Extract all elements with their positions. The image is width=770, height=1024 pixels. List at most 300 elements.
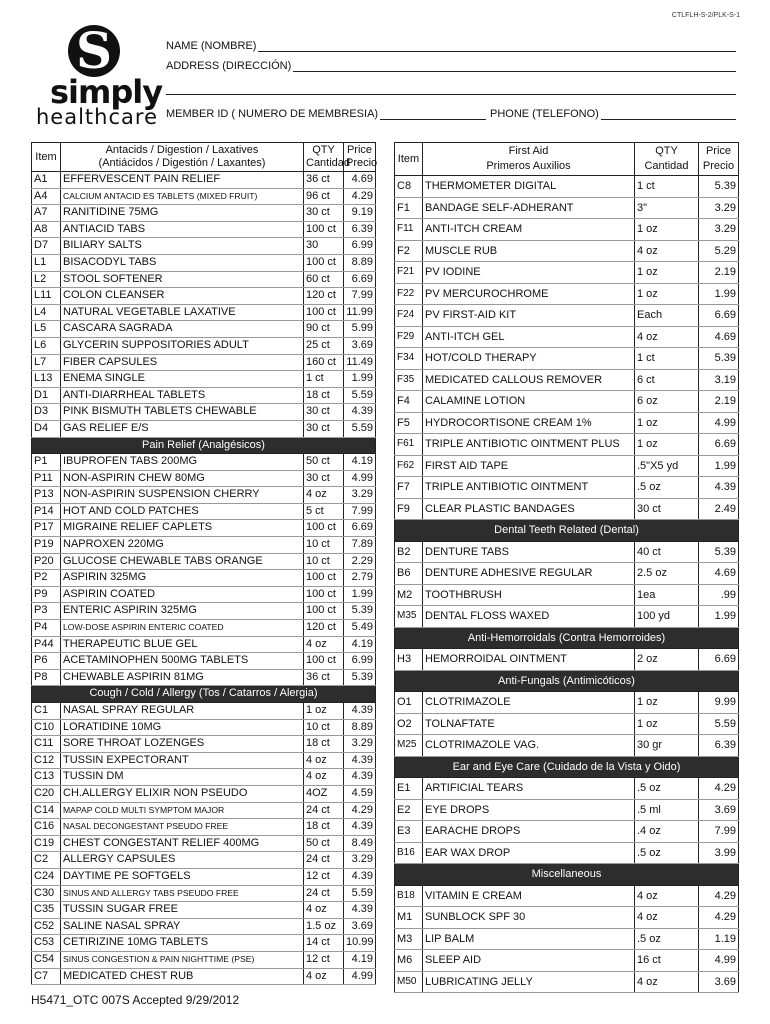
item-quantity: .5 oz (635, 477, 699, 499)
item-price: 11.49 (344, 354, 376, 371)
section-title: Pain Relief (Analgésicos) (32, 437, 376, 454)
item-quantity: .5 oz (635, 842, 699, 864)
table-row (395, 176, 739, 198)
name-field[interactable] (166, 40, 736, 52)
item-quantity: 25 ct (304, 337, 344, 354)
item-description: EYE DROPS (423, 799, 635, 821)
table-row (395, 348, 739, 370)
item-quantity: 1.5 oz (304, 918, 344, 935)
item-code: F62 (395, 455, 423, 477)
item-price: 4.39 (344, 769, 376, 786)
item-code: F61 (395, 434, 423, 456)
item-description: STOOL SOFTENER (61, 271, 304, 288)
table-row (32, 769, 376, 786)
item-code: P19 (32, 537, 61, 554)
item-price: 5.59 (344, 885, 376, 902)
item-code: B6 (395, 563, 423, 585)
item-price: 4.39 (344, 819, 376, 836)
item-quantity: 100 ct (304, 304, 344, 321)
header-price: Price (346, 144, 373, 156)
table-row (32, 387, 376, 404)
left-product-table (31, 142, 376, 985)
table-row (32, 337, 376, 354)
item-price: 5.59 (344, 420, 376, 437)
item-code: O1 (395, 692, 423, 714)
item-price: 1.99 (344, 371, 376, 388)
item-code: P3 (32, 603, 61, 620)
item-quantity: 24 ct (304, 852, 344, 869)
item-price: 8.89 (344, 719, 376, 736)
item-code: C11 (32, 736, 61, 753)
table-row (32, 537, 376, 554)
item-quantity: .5 oz (635, 928, 699, 950)
item-code: M35 (395, 606, 423, 628)
item-price: 7.99 (344, 503, 376, 520)
item-quantity: 10 ct (304, 537, 344, 554)
item-price: 5.99 (344, 321, 376, 338)
table-row (395, 584, 739, 606)
item-quantity: 30 ct (304, 205, 344, 222)
item-quantity: 18 ct (304, 736, 344, 753)
item-description: CLOTRIMAZOLE VAG. (423, 735, 635, 757)
item-code: C20 (32, 785, 61, 802)
item-code: C13 (32, 769, 61, 786)
item-description: MIGRAINE RELIEF CAPLETS (61, 520, 304, 537)
item-price: 6.39 (344, 221, 376, 238)
item-quantity: 100 yd (635, 606, 699, 628)
item-code: L1 (32, 254, 61, 271)
item-price: 8.89 (344, 254, 376, 271)
header-cantidad: Cantidad (644, 160, 689, 172)
item-code: M1 (395, 907, 423, 929)
item-quantity: 2.5 oz (635, 563, 699, 585)
item-description: HEMORROIDAL OINTMENT (423, 649, 635, 671)
item-description: CLEAR PLASTIC BANDAGES (423, 498, 635, 520)
item-quantity: 4 oz (635, 240, 699, 262)
item-quantity: 30 ct (304, 404, 344, 421)
item-code: D7 (32, 238, 61, 255)
section-header (32, 686, 376, 703)
item-quantity: 10 ct (304, 719, 344, 736)
table-row (395, 606, 739, 628)
item-quantity: 4 oz (304, 487, 344, 504)
section-title: Anti-Hemorroidals (Contra Hemorroides) (395, 627, 739, 649)
section-header (395, 756, 739, 778)
item-quantity: 30 ct (304, 470, 344, 487)
item-quantity: 100 ct (304, 586, 344, 603)
table-row (395, 778, 739, 800)
table-row (32, 951, 376, 968)
item-quantity: 30 gr (635, 735, 699, 757)
table-row (32, 288, 376, 305)
item-quantity: 1 oz (635, 713, 699, 735)
item-quantity: Each (635, 305, 699, 327)
item-code: F5 (395, 412, 423, 434)
table-row (32, 636, 376, 653)
item-quantity: 1 ct (635, 348, 699, 370)
item-code: F34 (395, 348, 423, 370)
table-row (395, 434, 739, 456)
member-id-label: MEMBER ID ( NUMERO DE MEMBRESIA) (166, 108, 379, 120)
item-code: P8 (32, 669, 61, 686)
item-description: LOW-DOSE ASPIRIN ENTERIC COATED (61, 620, 304, 637)
item-code: F29 (395, 326, 423, 348)
table-row (32, 902, 376, 919)
item-description: CALAMINE LOTION (423, 391, 635, 413)
item-quantity: .5 ml (635, 799, 699, 821)
item-description: HYDROCORTISONE CREAM 1% (423, 412, 635, 434)
logo-s-icon: S (68, 25, 120, 77)
right-product-table (394, 142, 739, 993)
item-code: P9 (32, 586, 61, 603)
item-code: M25 (395, 735, 423, 757)
item-code: C19 (32, 835, 61, 852)
item-description: VITAMIN E CREAM (423, 885, 635, 907)
item-price: 4.39 (344, 703, 376, 720)
item-code: D3 (32, 404, 61, 421)
item-code: M3 (395, 928, 423, 950)
item-price: 1.99 (699, 455, 739, 477)
item-description: GLYCERIN SUPPOSITORIES ADULT (61, 337, 304, 354)
item-quantity: 1 oz (635, 219, 699, 241)
table-row (32, 752, 376, 769)
header-cantidad: Cantidad (306, 157, 351, 169)
table-row (32, 586, 376, 603)
item-description: NASAL DECONGESTANT PSEUDO FREE (61, 819, 304, 836)
item-price: 5.39 (344, 603, 376, 620)
item-price: 3.29 (344, 736, 376, 753)
table-row (32, 304, 376, 321)
item-code: L13 (32, 371, 61, 388)
item-code: F4 (395, 391, 423, 413)
item-price: 4.19 (344, 636, 376, 653)
item-code: M50 (395, 971, 423, 993)
item-description: DENTURE ADHESIVE REGULAR (423, 563, 635, 585)
item-quantity: 100 ct (304, 603, 344, 620)
item-quantity: 1 ct (304, 371, 344, 388)
section-title: Anti-Fungals (Antimicóticos) (395, 670, 739, 692)
table-row (32, 719, 376, 736)
item-description: THERMOMETER DIGITAL (423, 176, 635, 198)
item-description: NASAL SPRAY REGULAR (61, 703, 304, 720)
item-description: DAYTIME PE SOFTGELS (61, 868, 304, 885)
section-title: Ear and Eye Care (Cuidado de la Vista y Oido) (395, 756, 739, 778)
item-description: TRIPLE ANTIBIOTIC OINTMENT (423, 477, 635, 499)
item-description: GLUCOSE CHEWABLE TABS ORANGE (61, 553, 304, 570)
phone-field[interactable] (490, 108, 736, 120)
item-quantity: 4 oz (304, 752, 344, 769)
item-quantity: 18 ct (304, 387, 344, 404)
table-row (395, 197, 739, 219)
item-quantity: 10 ct (304, 553, 344, 570)
item-description: DENTURE TABS (423, 541, 635, 563)
item-price: 4.69 (699, 326, 739, 348)
item-code: F2 (395, 240, 423, 262)
item-description: NATURAL VEGETABLE LAXATIVE (61, 304, 304, 321)
item-quantity: 1 oz (635, 434, 699, 456)
table-row (395, 971, 739, 993)
item-code: L2 (32, 271, 61, 288)
item-price: 1.99 (344, 586, 376, 603)
item-price: 7.99 (344, 288, 376, 305)
item-description: BANDAGE SELF-ADHERANT (423, 197, 635, 219)
item-description: THERAPEUTIC BLUE GEL (61, 636, 304, 653)
table-row (32, 254, 376, 271)
address-line-2[interactable] (166, 84, 736, 95)
item-description: CHEWABLE ASPIRIN 81MG (61, 669, 304, 686)
item-description: ANTI-DIARRHEAL TABLETS (61, 387, 304, 404)
item-price: 2.19 (699, 262, 739, 284)
item-quantity: 120 ct (304, 620, 344, 637)
item-code: E3 (395, 821, 423, 843)
table-row (395, 498, 739, 520)
item-description: TOLNAFTATE (423, 713, 635, 735)
item-description: PV IODINE (423, 262, 635, 284)
item-description: CETIRIZINE 10MG TABLETS (61, 935, 304, 952)
table-row (32, 736, 376, 753)
item-description: ANTI-ITCH GEL (423, 326, 635, 348)
item-description: TUSSIN EXPECTORANT (61, 752, 304, 769)
header-price: Price (705, 145, 732, 157)
item-price: 9.19 (344, 205, 376, 222)
item-code: L4 (32, 304, 61, 321)
item-code: F21 (395, 262, 423, 284)
item-price: 8.49 (344, 835, 376, 852)
logo-wordmark-simply: simply (50, 73, 163, 111)
item-quantity: 16 ct (635, 950, 699, 972)
table-row (32, 935, 376, 952)
section-header (395, 670, 739, 692)
item-quantity: 4OZ (304, 785, 344, 802)
member-id-field[interactable] (166, 108, 486, 120)
item-description: SINUS CONGESTION & PAIN NIGHTTIME (PSE) (61, 951, 304, 968)
item-price: 6.69 (344, 520, 376, 537)
table-row (32, 238, 376, 255)
item-quantity: 30 (304, 238, 344, 255)
item-price: 3.69 (344, 337, 376, 354)
item-quantity: 60 ct (304, 271, 344, 288)
item-description: FIBER CAPSULES (61, 354, 304, 371)
item-quantity: 4 oz (304, 636, 344, 653)
item-price: 4.69 (699, 563, 739, 585)
item-code: F11 (395, 219, 423, 241)
item-description: NAPROXEN 220MG (61, 537, 304, 554)
item-description: IBUPROFEN TABS 200MG (61, 454, 304, 471)
item-price: 3.29 (699, 197, 739, 219)
item-quantity: .5"X5 yd (635, 455, 699, 477)
table-row (32, 703, 376, 720)
item-code: C54 (32, 951, 61, 968)
table-row (32, 520, 376, 537)
item-price: 6.69 (699, 305, 739, 327)
item-price: 3.29 (344, 487, 376, 504)
item-description: LIP BALM (423, 928, 635, 950)
item-quantity: 100 ct (304, 570, 344, 587)
item-description: COLON CLEANSER (61, 288, 304, 305)
item-quantity: 24 ct (304, 885, 344, 902)
item-description: SALINE NASAL SPRAY (61, 918, 304, 935)
item-quantity: 4 oz (304, 968, 344, 985)
item-price: 4.29 (344, 802, 376, 819)
item-price: 3.19 (699, 369, 739, 391)
table-row (395, 326, 739, 348)
item-quantity: 100 ct (304, 254, 344, 271)
item-code: P2 (32, 570, 61, 587)
item-code: C16 (32, 819, 61, 836)
item-price: 2.29 (344, 553, 376, 570)
item-code: L7 (32, 354, 61, 371)
item-code: C7 (32, 968, 61, 985)
item-code: L11 (32, 288, 61, 305)
item-price: 6.99 (344, 238, 376, 255)
table-row (32, 221, 376, 238)
item-quantity: 18 ct (304, 819, 344, 836)
item-code: C12 (32, 752, 61, 769)
item-quantity: 50 ct (304, 835, 344, 852)
item-description: TOOTHBRUSH (423, 584, 635, 606)
item-quantity: 2 oz (635, 649, 699, 671)
table-row (32, 852, 376, 869)
item-price: 5.39 (699, 176, 739, 198)
table-row (32, 188, 376, 205)
item-code: F7 (395, 477, 423, 499)
table-row (395, 735, 739, 757)
item-code: O2 (395, 713, 423, 735)
item-code: M6 (395, 950, 423, 972)
item-description: MUSCLE RUB (423, 240, 635, 262)
item-code: P14 (32, 503, 61, 520)
item-description: DENTAL FLOSS WAXED (423, 606, 635, 628)
phone-label: PHONE (TELEFONO) (490, 108, 599, 120)
table-row (32, 321, 376, 338)
item-description: ANTI-ITCH CREAM (423, 219, 635, 241)
item-quantity: 14 ct (304, 935, 344, 952)
item-price: 4.29 (699, 907, 739, 929)
table-row (395, 283, 739, 305)
item-description: SLEEP AID (423, 950, 635, 972)
header-precio: Precio (346, 157, 378, 169)
item-price: 1.99 (699, 283, 739, 305)
item-code: F35 (395, 369, 423, 391)
item-description: SINUS AND ALLERGY TABS PSEUDO FREE (61, 885, 304, 902)
item-price: .99 (699, 584, 739, 606)
section-title: Miscellaneous (395, 864, 739, 886)
item-quantity: 1ea (635, 584, 699, 606)
item-code: P11 (32, 470, 61, 487)
item-price: 6.69 (344, 271, 376, 288)
item-description: EFFERVESCENT PAIN RELIEF (61, 172, 304, 189)
item-price: 4.39 (344, 902, 376, 919)
table-row (32, 172, 376, 189)
item-quantity: 4 oz (635, 907, 699, 929)
item-quantity: 24 ct (304, 802, 344, 819)
item-code: C52 (32, 918, 61, 935)
item-price: 2.19 (699, 391, 739, 413)
item-quantity: 90 ct (304, 321, 344, 338)
item-description: ALLERGY CAPSULES (61, 852, 304, 869)
item-description: MEDICATED CHEST RUB (61, 968, 304, 985)
item-price: 5.39 (699, 348, 739, 370)
table-row (32, 868, 376, 885)
address-field[interactable] (166, 60, 736, 72)
item-price: 7.99 (699, 821, 739, 843)
item-description: ACETAMINOPHEN 500MG TABLETS (61, 653, 304, 670)
table-row (32, 553, 376, 570)
item-price: 4.69 (344, 172, 376, 189)
table-row (395, 649, 739, 671)
item-description: TUSSIN SUGAR FREE (61, 902, 304, 919)
item-price: 4.39 (344, 404, 376, 421)
table-row (395, 950, 739, 972)
item-description: RANITIDINE 75MG (61, 205, 304, 222)
item-quantity: 12 ct (304, 951, 344, 968)
item-description: ARTIFICIAL TEARS (423, 778, 635, 800)
item-quantity: .4 oz (635, 821, 699, 843)
item-price: 5.29 (699, 240, 739, 262)
item-code: P1 (32, 454, 61, 471)
header-precio: Precio (702, 160, 735, 172)
item-price: 4.19 (344, 454, 376, 471)
item-code: P44 (32, 636, 61, 653)
item-code: L5 (32, 321, 61, 338)
item-price: 4.99 (699, 950, 739, 972)
item-code: L6 (32, 337, 61, 354)
address-label: ADDRESS (DIRECCIÓN) (166, 60, 292, 72)
table-row (395, 477, 739, 499)
item-quantity: 36 ct (304, 669, 344, 686)
item-code: P6 (32, 653, 61, 670)
item-price: 4.29 (699, 885, 739, 907)
item-quantity: 120 ct (304, 288, 344, 305)
header-desc-es: Primeros Auxilios (486, 160, 571, 172)
item-description: BISACODYL TABS (61, 254, 304, 271)
item-description: ASPIRIN 325MG (61, 570, 304, 587)
item-quantity: 40 ct (635, 541, 699, 563)
item-quantity: 96 ct (304, 188, 344, 205)
item-code: A4 (32, 188, 61, 205)
table-row (32, 570, 376, 587)
table-row (395, 907, 739, 929)
section-title: Dental Teeth Related (Dental) (395, 520, 739, 542)
table-row (395, 563, 739, 585)
item-price: 4.19 (344, 951, 376, 968)
left-table-header (32, 143, 376, 172)
item-code: C1 (32, 703, 61, 720)
table-row (32, 968, 376, 985)
table-row (395, 821, 739, 843)
item-code: A1 (32, 172, 61, 189)
item-description: HOT/COLD THERAPY (423, 348, 635, 370)
item-price: 5.39 (344, 669, 376, 686)
header-qty: QTY (312, 144, 335, 156)
item-quantity: 100 ct (304, 520, 344, 537)
item-code: C53 (32, 935, 61, 952)
table-row (395, 240, 739, 262)
item-code: C24 (32, 868, 61, 885)
item-price: 6.39 (699, 735, 739, 757)
item-code: A8 (32, 221, 61, 238)
item-code: M2 (395, 584, 423, 606)
section-header (395, 627, 739, 649)
item-code: A7 (32, 205, 61, 222)
item-code: E2 (395, 799, 423, 821)
item-price: 3.69 (699, 971, 739, 993)
item-price: 3.29 (699, 219, 739, 241)
item-price: 7.89 (344, 537, 376, 554)
table-row (32, 620, 376, 637)
table-row (395, 219, 739, 241)
item-description: NON-ASPIRIN SUSPENSION CHERRY (61, 487, 304, 504)
